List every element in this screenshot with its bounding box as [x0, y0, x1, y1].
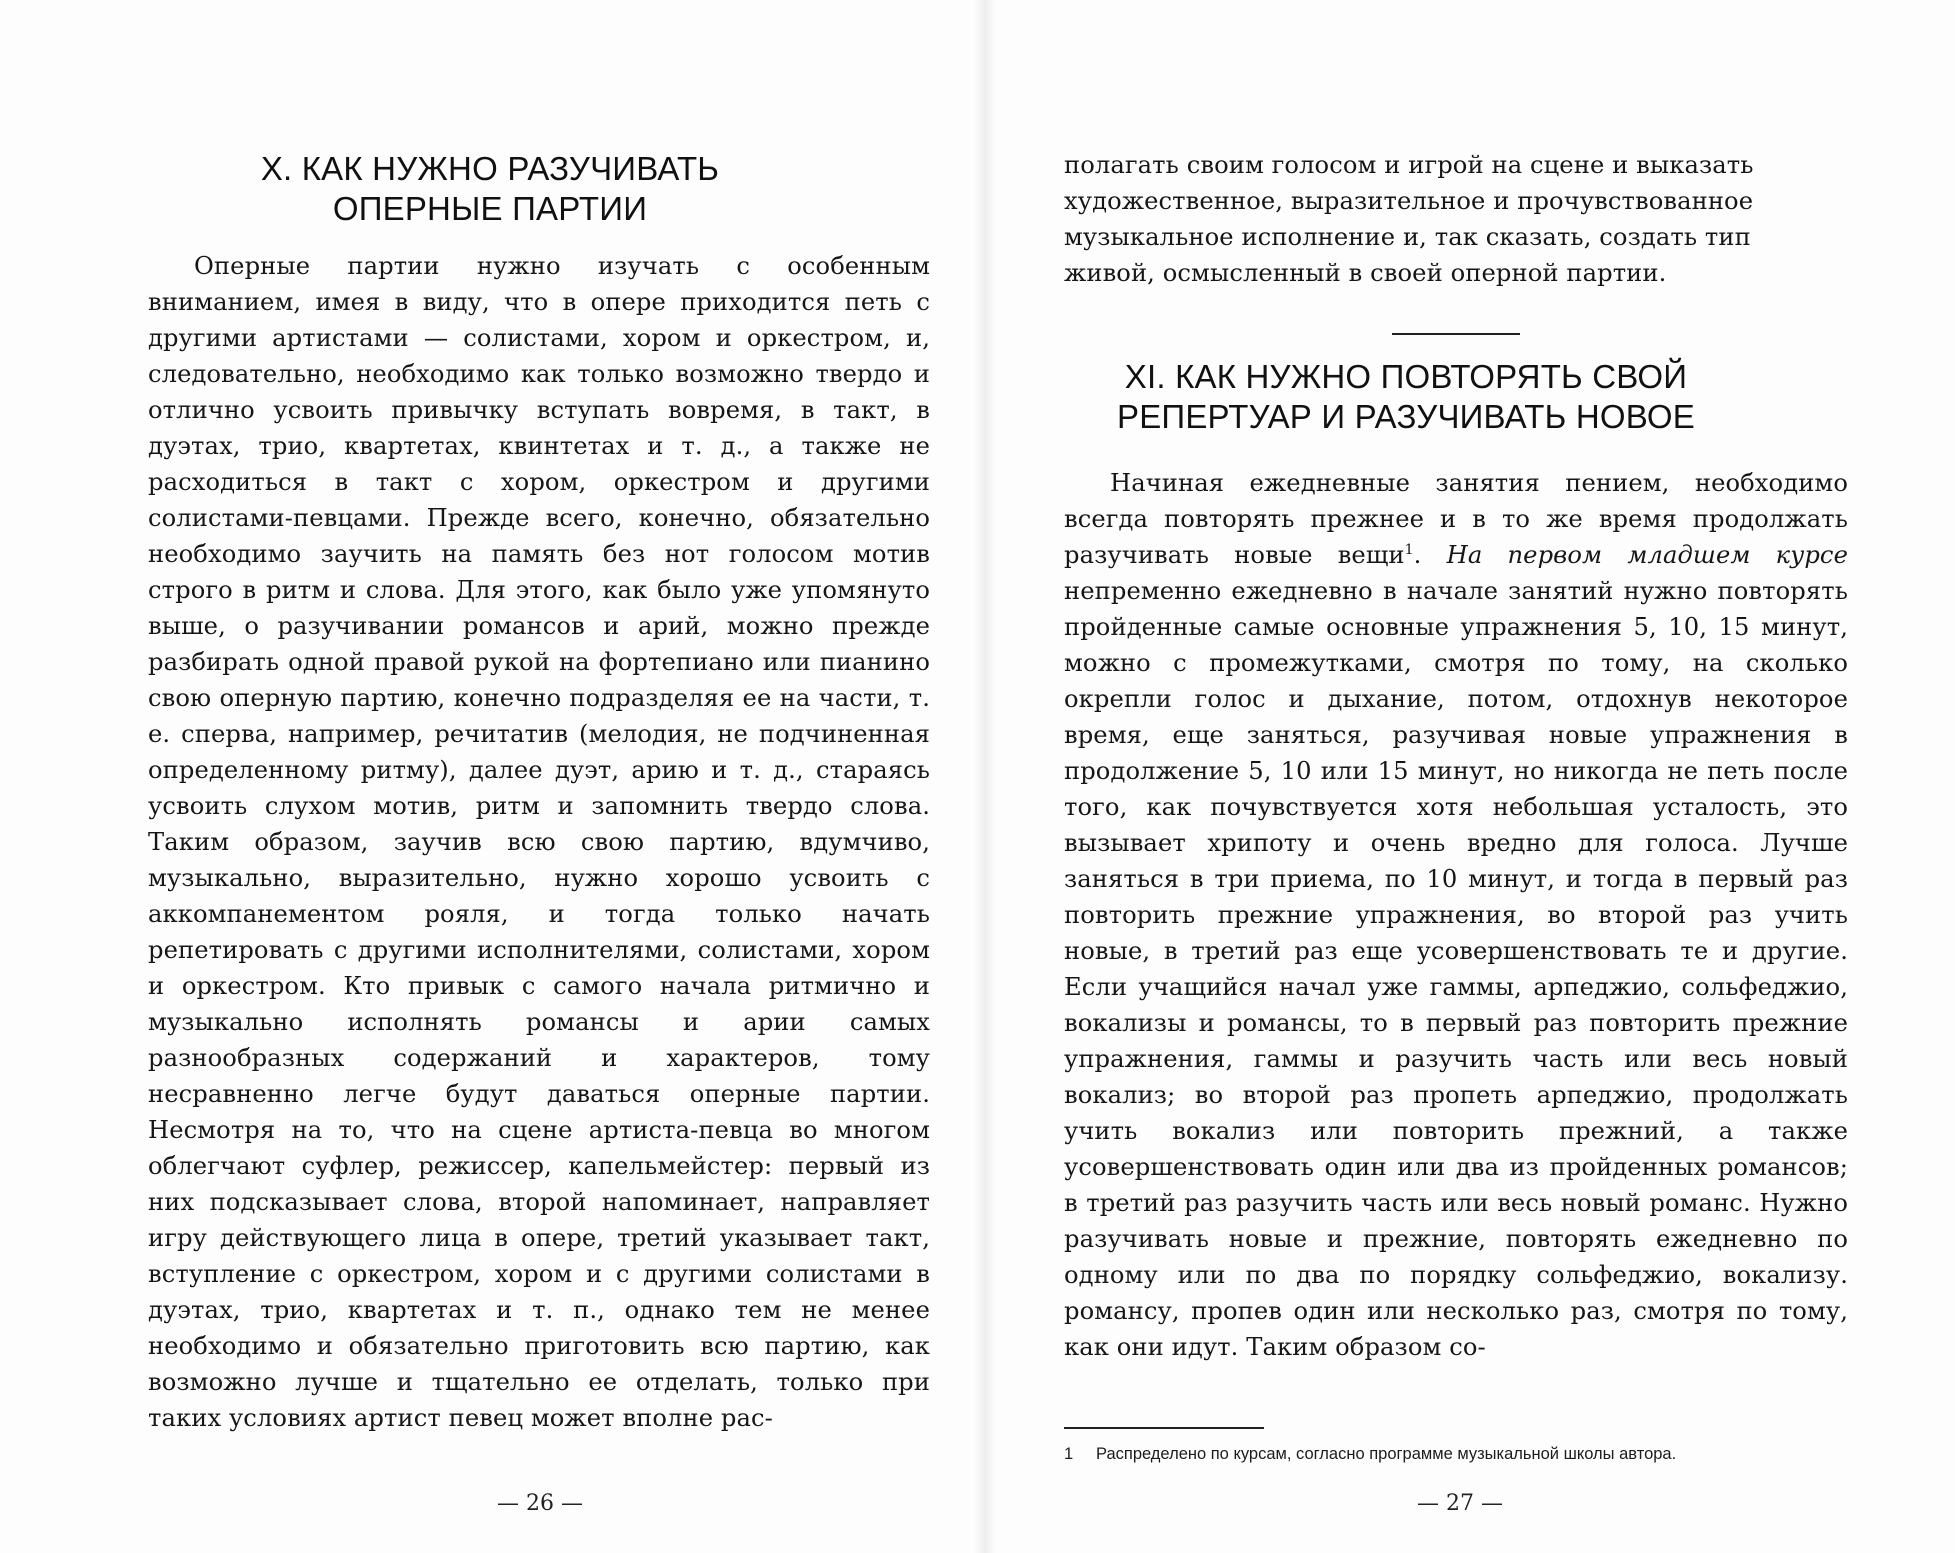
chapter-11-paragraph-start: Начиная ежедневные занятия пением, необходимо всегда повторять прежнее и в то же время продолжать разучивать новые вещи	[1064, 469, 1848, 569]
chapter-10-paragraph: Оперные партии нужно изучать с особенным вниманием, имея в виду, что в опере приходится петь с другими артистами — солистами, хором и оркестром, и, следовательно, необходимо как только возможно твердо и отлично усвоить привычку вступать вовремя, в такт, в дуэтах, трио, квартетах, квинтетах и т. д., а также не расходиться в такт с хором, оркестром и другими солистами-певцами. Прежде всего, конечно, обязательно необходимо заучить на память без нот голосом мотив строго в ритм и слова. Для этого, как было уже упомянуто выше, о разучивании романсов и арий, можно прежде разбирать одной правой рукой на фортепиано или пианино свою оперную партию, конечно подразделяя ее на части, т. е. сперва, например, речитатив (мелодия, не подчиненная определенному ритму), далее дуэт, арию и т. д., стараясь усвоить слухом мотив, ритм и запомнить твердо слова. Таким образом, заучив всю свою партию, вдумчиво, музыкально, выразительно, нужно хорошо усвоить с аккомпанементом рояля, и тогда только начать репетировать с другими исполнителями, солистами, хором и оркестром. Кто привык с самого начала ритмично и музыкально исполнять романсы и арии самых разнообразных содержаний и характеров, тому несравненно легче будут даваться оперные партии. Несмотря на то, что на сцене артиста-певца во многом облегчают суфлер, режиссер, капельмейстер: первый из них подсказывает слова, второй напоминает, направляет игру действующего лица в опере, третий указывает такт, вступление с оркестром, хором и с другими солистами в дуэтах, трио, квартетах и т. п., однако тем не менее необходимо и обязательно приготовить всю партию, как возможно лучше и тщательно ее отделать, только при таких условиях артист певец может вполне рас-	[148, 252, 930, 1432]
chapter-10-heading-line1: X. КАК НУЖНО РАЗУЧИВАТЬ	[260, 150, 720, 187]
chapter-11-paragraph-end: непременно ежедневно в начале занятий нужно повторять пройденные самые основные упражнения 5, 10, 15 минут, можно с промежутками, смотря по тому, на сколько окрепли голос и дыхание, потом, отдохнув некоторое время, еще заняться, разучивая новые упражнения в продолжение 5, 10 или 15 минут, но никогда не петь после того, как почувствуется хотя небольшая усталость, это вызывает хрипоту и очень вредно для голоса. Лучше заняться в три приема, по 10 минут, и тогда в первый раз повторить прежние упражнения, во второй раз учить новые, в третий раз еще усовершенствовать те и другие. Если учащийся начал уже гаммы, арпеджио, сольфеджио, вокализы и романсы, то в первый раз повторить прежние упражнения, гаммы и разучить часть или весь новый вокализ; во второй раз пропеть арпеджио, продолжать учить вокализ или повторить прежний, а также усовершенствовать один или два из пройденных романсов; в третий раз разучить часть или весь новый романс. Нужно разучивать новые и прежние, повторять ежедневно по одному или по два по порядку сольфеджио, вокализу. романсу, пропев один или несколько раз, смотря по тому, как они идут. Таким образом со-	[1064, 577, 1848, 1361]
chapter-11-heading	[1046, 357, 1766, 437]
page-number-right: — 27 —	[1417, 1491, 1503, 1516]
page-number-left: — 26 —	[497, 1491, 583, 1516]
section-divider	[1392, 333, 1520, 335]
book-gutter	[974, 0, 996, 1553]
chapter-10-continuation: полагать своим голосом и игрой на сцене и выказать художественное, выразительное и прочувствованное музыкальное исполнение и, так сказать, создать тип живой, осмысленный в своей оперной партии.	[1064, 151, 1754, 287]
chapter-11-paragraph	[1064, 465, 1848, 1365]
chapter-11-italic-phrase: На первом младшем курсе	[1446, 541, 1848, 569]
footnote-divider	[1064, 1427, 1264, 1429]
footnote-text: Распределено по курсам, согласно программе музыкальной школы автора.	[1096, 1445, 1677, 1463]
chapter-11-paragraph-separator: .	[1413, 541, 1447, 569]
footnote-reference: 1	[1404, 541, 1414, 558]
left-page	[0, 0, 974, 1553]
chapter-10-heading	[180, 149, 800, 229]
right-page	[996, 0, 1955, 1553]
chapter-11-heading-line2: РЕПЕРТУАР И РАЗУЧИВАТЬ НОВОЕ	[1117, 398, 1695, 435]
footnote-number: 1	[1064, 1445, 1074, 1463]
chapter-10-heading-line2: ОПЕРНЫЕ ПАРТИИ	[332, 190, 648, 227]
footnote	[1064, 1443, 1848, 1465]
chapter-11-heading-line1: XI. КАК НУЖНО ПОВТОРЯТЬ СВОЙ	[1124, 358, 1688, 395]
